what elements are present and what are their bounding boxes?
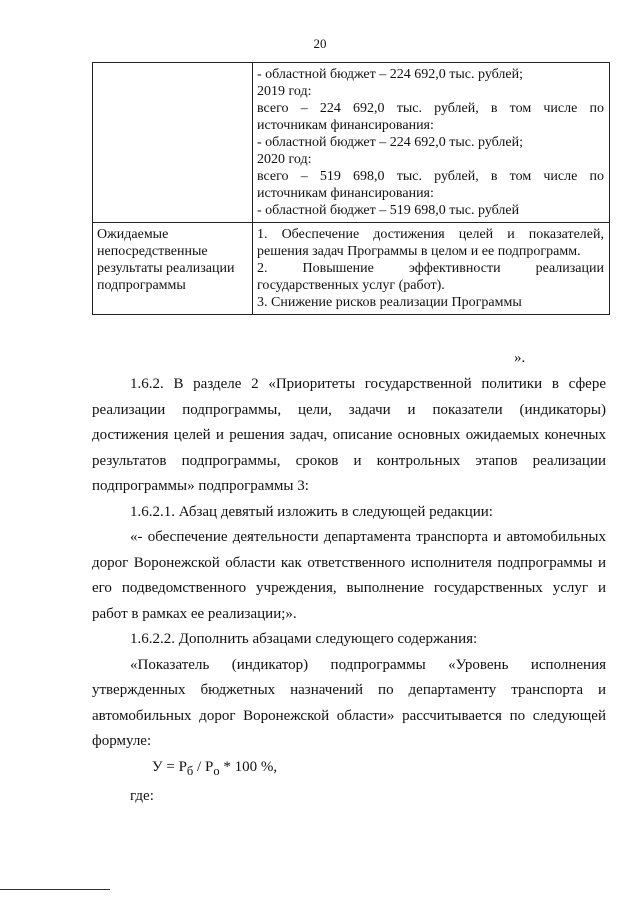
table-row <box>93 63 610 223</box>
financing-line: всего – 224 692,0 тыс. рублей, в том числе по <box>257 101 604 116</box>
paragraph-quote-1: «- обеспечение деятельности департамента транспорта и автомобильных дорог Воронежской области как ответственного исполнителя подпрограммы и его подведомственного учреждения, выполнение государственных услуг и работ в рамках ее реализации;». <box>92 529 606 622</box>
financing-line: 2020 год: <box>257 152 312 167</box>
financing-line: 2019 год: <box>257 84 312 99</box>
formula-sub-o: о <box>213 763 220 778</box>
financing-line: источникам финансирования: <box>257 118 434 133</box>
financing-line: всего – 519 698,0 тыс. рублей, в том числе по <box>257 169 604 184</box>
formula-sub-b: б <box>186 763 194 778</box>
financing-cell <box>253 63 610 223</box>
page-number: 20 <box>313 36 327 51</box>
financing-line: - областной бюджет – 224 692,0 тыс. рублей; <box>257 135 523 150</box>
document-body <box>92 372 606 810</box>
formula-lhs: У = Р <box>152 758 187 775</box>
financing-line: - областной бюджет – 519 698,0 тыс. рублей <box>257 203 520 218</box>
result-item: 1. Обеспечение достижения целей и показателей, решения задач Программы в целом и ее подпрограмм. <box>257 227 604 259</box>
financing-line: - областной бюджет – 224 692,0 тыс. рублей; <box>257 67 523 82</box>
paragraph-1-6-2-2: 1.6.2.2. Дополнить абзацами следующего содержания: <box>130 631 478 647</box>
footnote-rule <box>0 889 110 890</box>
formula-mid: / Р <box>193 758 214 775</box>
formula-rhs: * 100 %, <box>219 758 278 775</box>
expected-results-label: Ожидаемые непосредственные результаты реализации подпрограммы <box>93 223 253 315</box>
where-label: где: <box>130 788 154 804</box>
table-row <box>93 223 610 315</box>
expected-results-cell <box>253 223 610 315</box>
paragraph-1-6-2: 1.6.2. В разделе 2 «Приоритеты государственной политики в сфере реализации подпрограммы, цели, задачи и показатели (индикаторы) достижения целей и решения задач, описание основных ожидаемых конечных результатов подпрограммы, сроков и контрольных этапов реализации подпрограммы» подпрограммы 3: <box>92 376 606 494</box>
paragraph-quote-2: «Показатель (индикатор) подпрограммы «Уровень исполнения утвержденных бюджетных назначений по департаменту транспорта и автомобильных дорог Воронежской области» рассчитывается по следующей формуле: <box>92 656 606 749</box>
program-info-table <box>92 62 610 315</box>
row1-label-cell <box>93 63 253 223</box>
paragraph-1-6-2-1: 1.6.2.1. Абзац девятый изложить в следующей редакции: <box>130 503 493 520</box>
result-item: 3. Снижение рисков реализации Программы <box>257 295 522 310</box>
closing-quote-mark: ». <box>514 350 526 366</box>
result-item: 2. Повышение эффективности реализации государственных услуг (работ). <box>257 261 604 293</box>
financing-line: источникам финансирования: <box>257 186 434 201</box>
formula <box>92 755 606 785</box>
